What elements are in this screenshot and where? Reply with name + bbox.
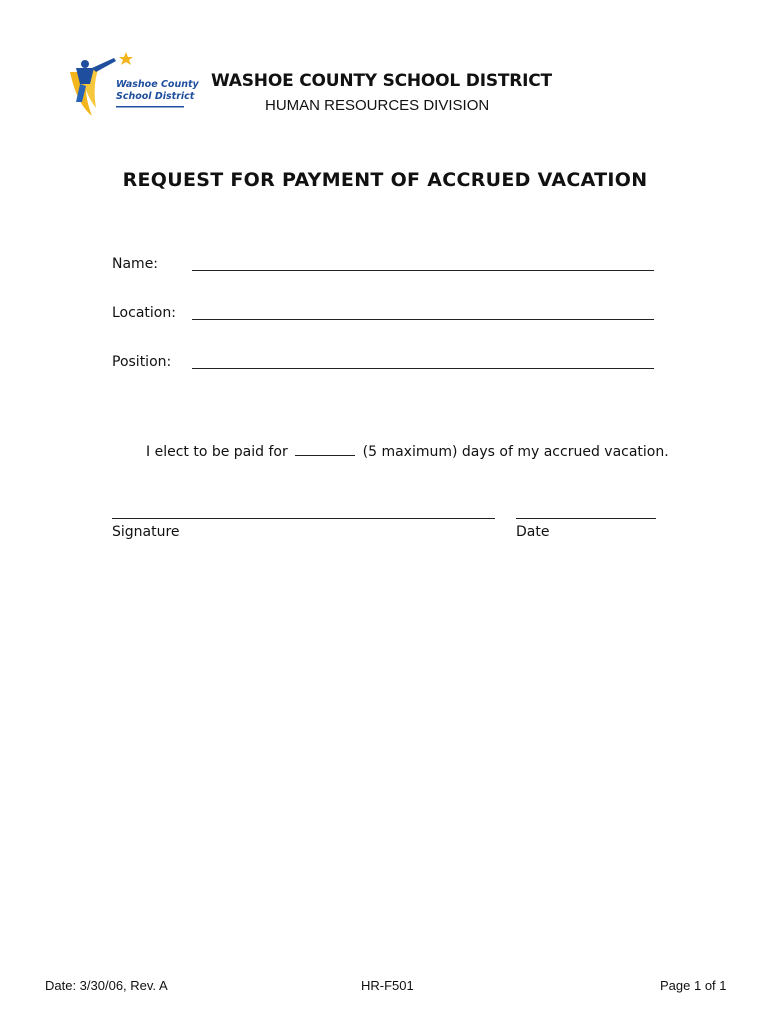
signature-field[interactable] [112, 518, 495, 519]
footer-page-number: Page 1 of 1 [660, 978, 727, 993]
election-statement [146, 444, 669, 460]
footer-form-number: HR-F501 [361, 978, 414, 993]
date-field[interactable] [516, 518, 656, 519]
division-name: HUMAN RESOURCES DIVISION [265, 97, 490, 114]
org-name: WASHOE COUNTY SCHOOL DISTRICT [211, 71, 552, 91]
position-label: Position: [112, 354, 172, 370]
election-suffix: (5 maximum) days of my accrued vacation. [362, 444, 669, 460]
name-label: Name: [112, 256, 159, 272]
logo-text-line1: Washoe County [116, 79, 199, 90]
footer-date-rev: Date: 3/30/06, Rev. A [45, 978, 168, 993]
date-label: Date [516, 524, 550, 540]
location-field[interactable] [192, 319, 654, 320]
logo-text-line2: School District [116, 91, 195, 102]
form-title: REQUEST FOR PAYMENT OF ACCRUED VACATION [122, 169, 648, 191]
name-field[interactable] [192, 270, 654, 271]
logo-text [116, 79, 199, 103]
district-logo [66, 50, 199, 118]
position-field[interactable] [192, 368, 654, 369]
location-label: Location: [112, 305, 176, 321]
days-field[interactable] [295, 455, 355, 456]
signature-label: Signature [112, 524, 180, 540]
election-prefix: I elect to be paid for [146, 444, 288, 460]
